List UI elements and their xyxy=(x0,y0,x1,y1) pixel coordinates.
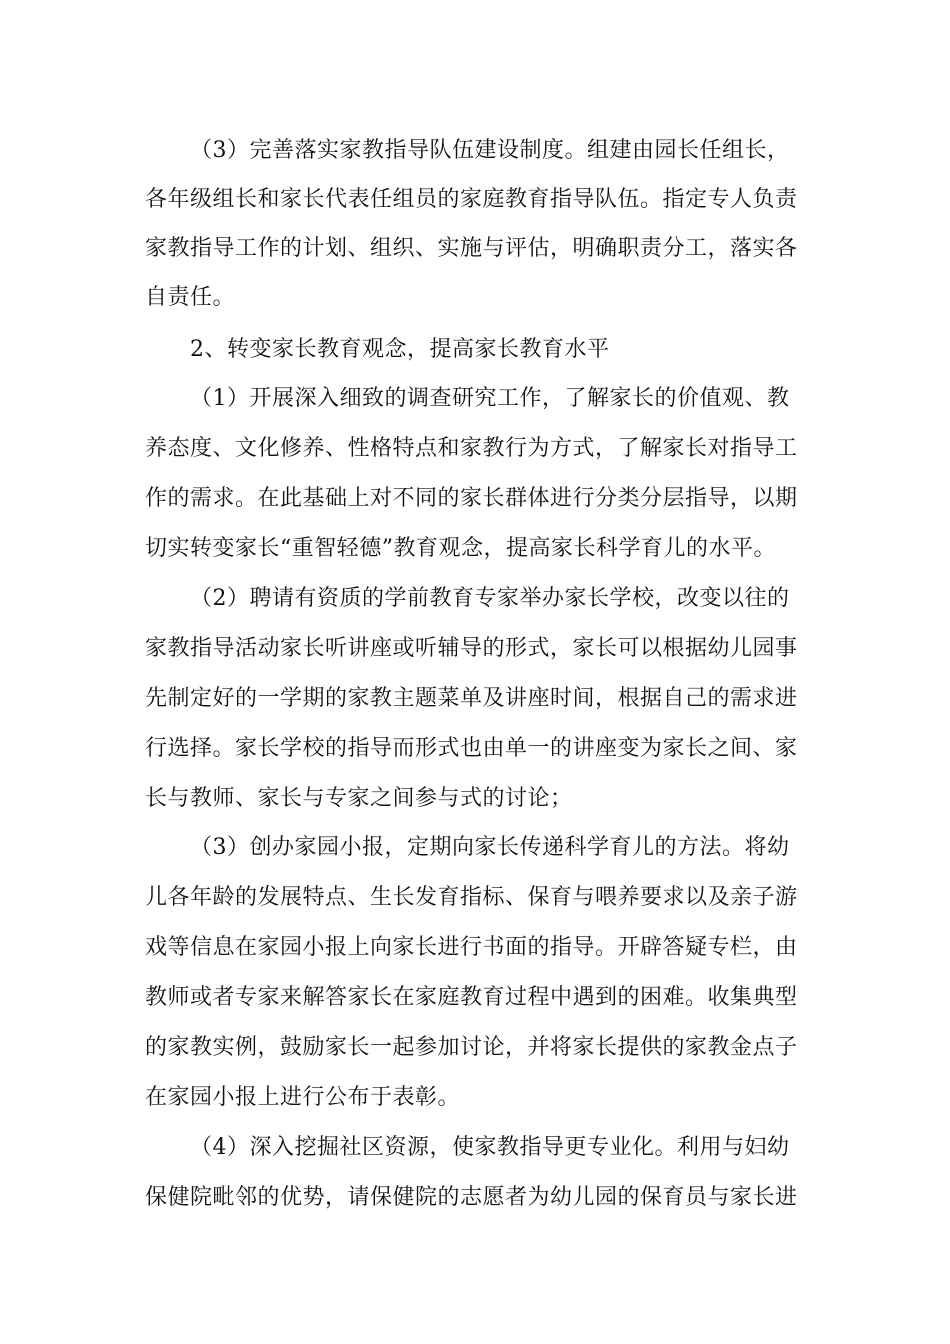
item-3-line-5: 的家教实例，鼓励家长一起参加讨论，并将家长提供的家教金点子 xyxy=(145,1035,798,1060)
paragraph-3-line-3: 家教指导工作的计划、组织、实施与评估，明确职责分工，落实各 xyxy=(145,236,798,261)
item-2-line-2: 家教指导活动家长听讲座或听辅导的形式，家长可以根据幼儿园事 xyxy=(145,636,798,661)
item-2-line-3: 先制定好的一学期的家教主题菜单及讲座时间，根据自己的需求进 xyxy=(145,686,798,711)
item-3-line-2: 儿各年龄的发展特点、生长发育指标、保育与喂养要求以及亲子游 xyxy=(145,885,798,910)
item-4-line-2: 保健院毗邻的优势，请保健院的志愿者为幼儿园的保育员与家长进 xyxy=(145,1185,798,1210)
item-1-line-1: （1）开展深入细致的调查研究工作，了解家长的价值观、教 xyxy=(190,386,790,411)
item-1-line-4: 切实转变家长“重智轻德”教育观念，提高家长科学育儿的水平。 xyxy=(145,536,776,561)
item-3-line-6: 在家园小报上进行公布于表彰。 xyxy=(145,1085,461,1110)
item-2-line-4: 行选择。家长学校的指导而形式也由单一的讲座变为家长之间、家 xyxy=(145,736,798,761)
item-3-line-3: 戏等信息在家园小报上向家长进行书面的指导。开辟答疑专栏，由 xyxy=(145,935,798,960)
item-2-line-1: （2）聘请有资质的学前教育专家举办家长学校，改变以往的 xyxy=(190,586,790,611)
paragraph-3-line-2: 各年级组长和家长代表任组员的家庭教育指导队伍。指定专人负责 xyxy=(145,187,798,212)
paragraph-3-line-1: （3）完善落实家教指导队伍建设制度。组建由园长任组长， xyxy=(190,138,790,163)
item-3-line-4: 教师或者专家来解答家长在家庭教育过程中遇到的困难。收集典型 xyxy=(145,985,798,1010)
item-3-line-1: （3）创办家园小报，定期向家长传递科学育儿的方法。将幼 xyxy=(190,835,790,860)
item-2-line-5: 长与教师、家长与专家之间参与式的讨论； xyxy=(145,786,573,811)
item-1-line-2: 养态度、文化修养、性格特点和家教行为方式，了解家长对指导工 xyxy=(145,436,798,461)
section-2-heading: 2、转变家长教育观念，提高家长教育水平 xyxy=(190,337,610,362)
item-1-line-3: 作的需求。在此基础上对不同的家长群体进行分类分层指导，以期 xyxy=(145,486,798,511)
paragraph-3-line-4: 自责任。 xyxy=(145,285,236,310)
item-4-line-1: （4）深入挖掘社区资源，使家教指导更专业化。利用与妇幼 xyxy=(190,1135,790,1160)
